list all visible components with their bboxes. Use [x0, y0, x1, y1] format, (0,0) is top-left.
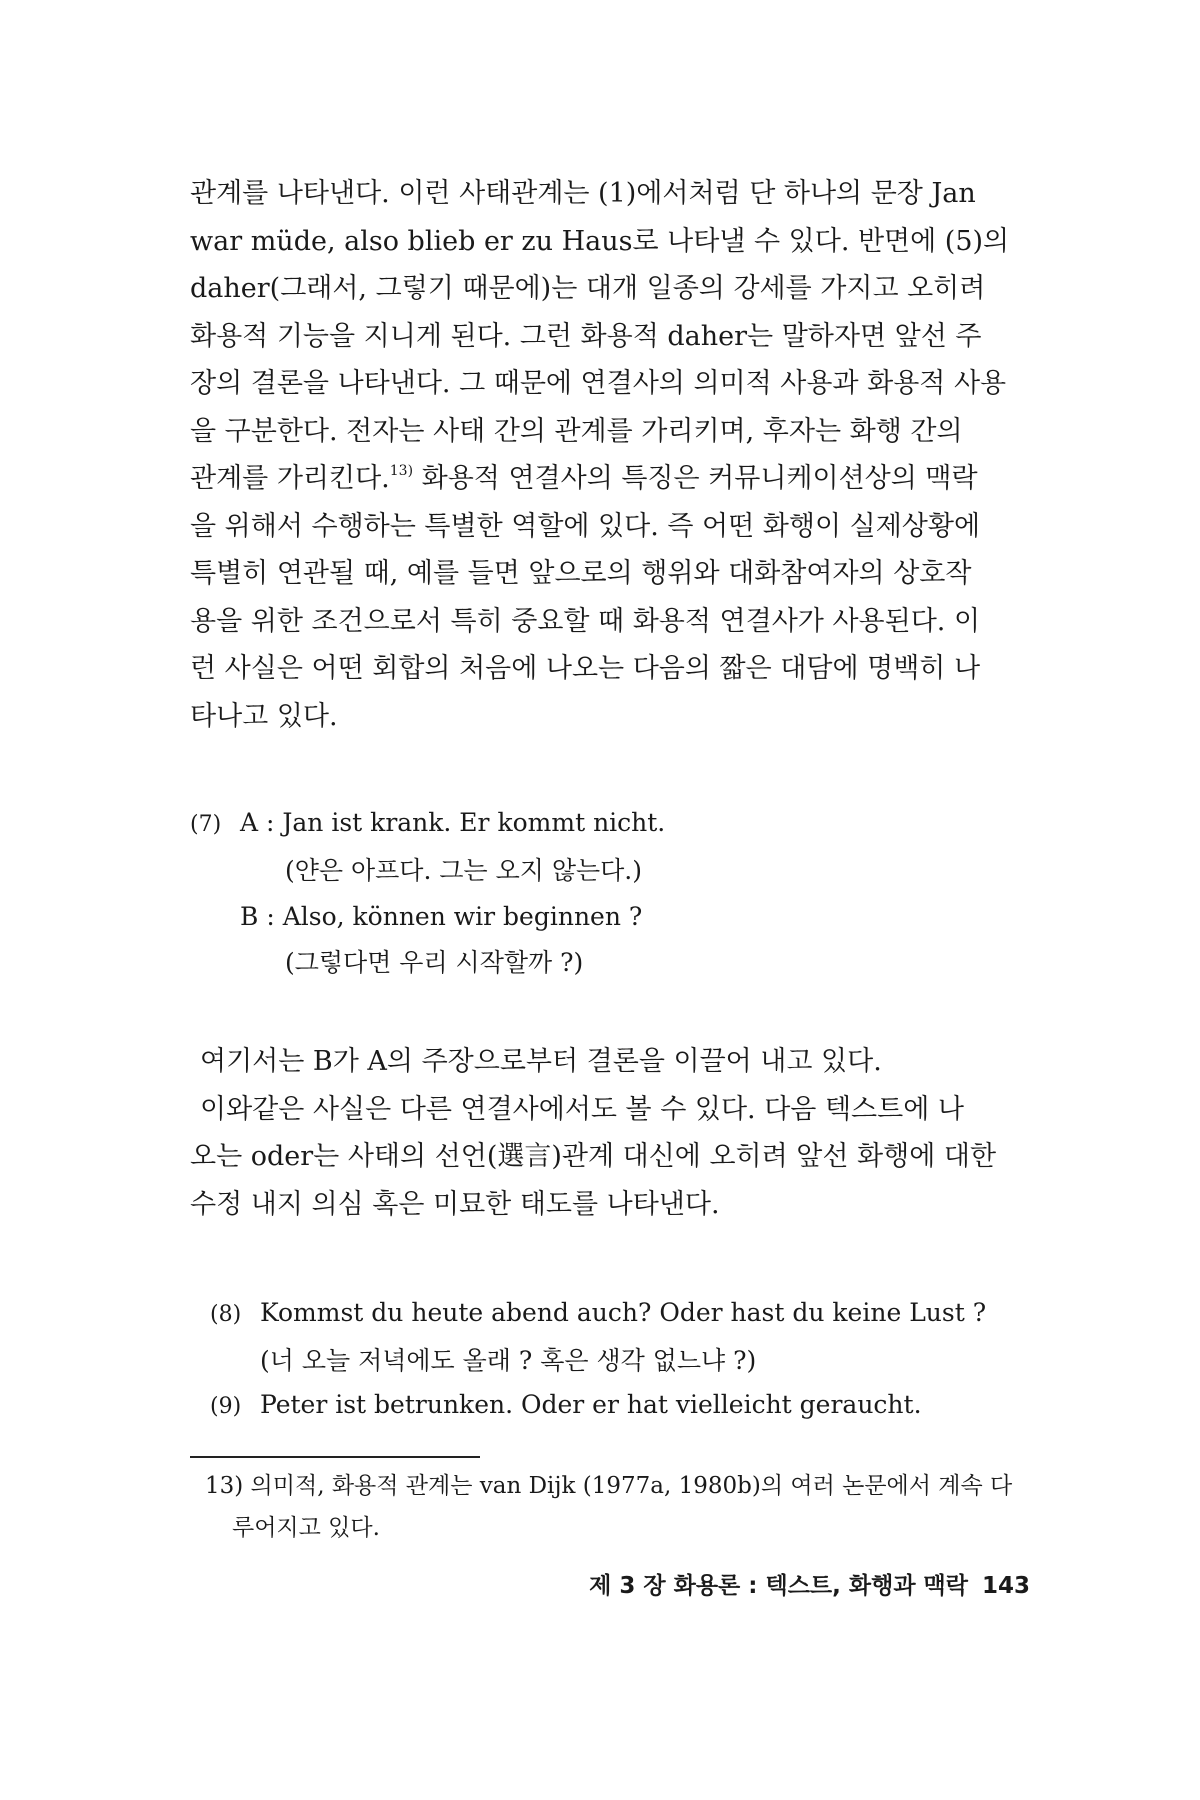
example-line	[210, 1382, 922, 1430]
text-line: war müde, also blieb er zu Haus로 나타낼 수 있다. 반면에 (5)의	[190, 225, 1010, 257]
text-line: 관계를 나타낸다. 이런 사태관계는 (1)에서처럼 단 하나의 문장 Jan	[190, 178, 976, 209]
example-8	[210, 1290, 986, 1384]
text-line: 런 사실은 어떤 회합의 처음에 나오는 다음의 짧은 대담에 명백히 나	[190, 653, 981, 684]
text-line	[190, 455, 1025, 503]
chapter-title: 제 3 장 화용론 : 텍스트, 화행과 맥락	[589, 1573, 968, 1599]
footnote	[205, 1465, 1025, 1549]
example-translation: (그렇다면 우리 시작할까 ?)	[285, 948, 584, 977]
footnote-line: 13) 의미적, 화용적 관계는 van Dijk (1977a, 1980b)의 여러 논문에서 계속 다	[205, 1473, 1013, 1499]
example-sentence: A : Jan ist krank. Er kommt nicht.	[240, 808, 666, 837]
example-line	[190, 800, 665, 848]
example-number: (8)	[210, 1302, 242, 1327]
example-7	[190, 800, 665, 986]
text-line: 오는 oder는 사태의 선언(選言)관계 대신에 오히려 앞선 화행에 대한	[190, 1141, 997, 1172]
example-translation: (얀은 아프다. 그는 오지 않는다.)	[285, 856, 642, 885]
example-sentence: Kommst du heute abend auch? Oder hast du keine Lust ?	[260, 1298, 987, 1327]
footnote-line: 루어지고 있다.	[232, 1515, 380, 1541]
text-line: 장의 결론을 나타낸다. 그 때문에 연결사의 의미적 사용과 화용적 사용	[190, 368, 1007, 399]
text-line: daher(그래서, 그렇기 때문에)는 대개 일종의 강세를 가지고 오히려	[190, 273, 986, 304]
text-line: 용을 위한 조건으로서 특히 중요할 때 화용적 연결사가 사용된다. 이	[190, 605, 981, 637]
paragraph-main	[190, 170, 1025, 740]
example-line	[210, 1290, 986, 1338]
example-sentence: B : Also, können wir beginnen ?	[240, 902, 643, 931]
text-line: 이와같은 사실은 다른 연결사에서도 볼 수 있다. 다음 텍스트에 나	[200, 1093, 964, 1125]
text-line: 을 위해서 수행하는 특별한 역할에 있다. 즉 어떤 화행이 실제상황에	[190, 510, 981, 542]
example-number: (7)	[190, 812, 222, 837]
text-segment: 관계를 가리킨다.	[190, 463, 390, 494]
example-translation: (너 오늘 저녁에도 올래 ? 혹은 생각 없느냐 ?)	[260, 1346, 757, 1375]
text-line: 수정 내지 의심 혹은 미묘한 태도를 나타낸다.	[190, 1188, 720, 1220]
example-9	[210, 1382, 922, 1430]
page-number: 143	[981, 1573, 1030, 1599]
text-line: 여기서는 B가 A의 주장으로부터 결론을 이끌어 내고 있다.	[200, 1046, 882, 1077]
text-line: 타나고 있다.	[190, 700, 338, 732]
running-footer	[560, 1567, 1030, 1600]
example-sentence: Peter ist betrunken. Oder er hat vielleicht geraucht.	[260, 1390, 922, 1419]
text-line: 특별히 연관될 때, 예를 들면 앞으로의 행위와 대화참여자의 상호작	[190, 558, 972, 589]
text-line: 을 구분한다. 전자는 사태 간의 관계를 가리키며, 후자는 화행 간의	[190, 415, 963, 447]
footnote-marker: 13)	[389, 463, 414, 479]
example-number: (9)	[210, 1394, 242, 1419]
paragraph-followup	[190, 1038, 1025, 1228]
text-line: 화용적 기능을 지니게 된다. 그런 화용적 daher는 말하자면 앞선 주	[190, 320, 982, 352]
text-segment: 화용적 연결사의 특징은 커뮤니케이션상의 맥락	[413, 463, 978, 494]
footnote-divider	[190, 1456, 480, 1458]
